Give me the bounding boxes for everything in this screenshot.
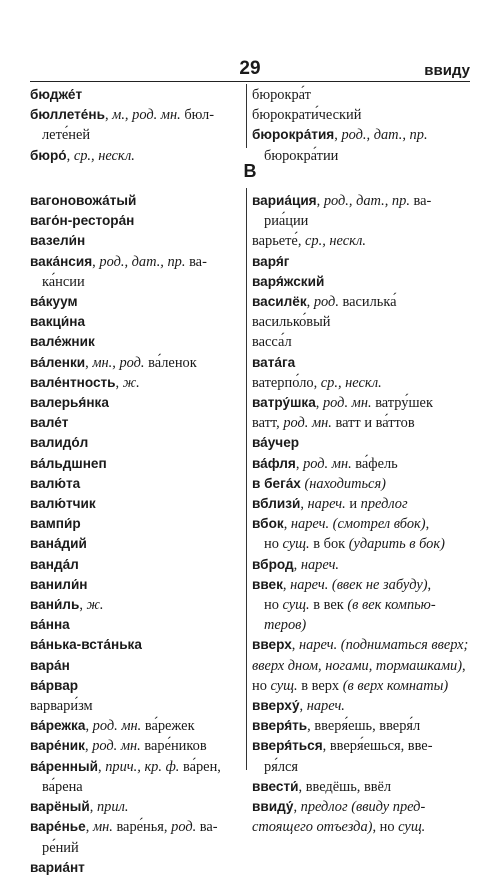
dictionary-entry: [30, 433, 237, 453]
entry-definition: ватт, род. мн. ватт и ва́ттов: [252, 415, 415, 432]
entry-definition: , род. мн. варе́ников: [84, 738, 207, 755]
dictionary-entry: [252, 474, 470, 494]
dictionary-entry: [252, 292, 470, 312]
entry-definition: ватерпо́ло, ср., нескл.: [252, 374, 382, 391]
entry-headword: ва́ленки: [30, 354, 86, 370]
entry-definition: , предлог (ввиду пред-стоящего отъезда), но сущ.: [252, 799, 426, 836]
dictionary-entry: [252, 433, 470, 453]
entry-definition: (находиться): [304, 475, 386, 492]
dictionary-entry: [30, 676, 237, 696]
dictionary-entry: [252, 696, 470, 716]
dictionary-entry: [252, 353, 470, 373]
dictionary-entry: [30, 656, 237, 676]
entry-definition: , введёшь, ввёл: [298, 778, 392, 795]
dictionary-entry: [30, 817, 237, 857]
top-right-entries: [252, 85, 470, 166]
entry-definition: , м., род. мн. бюл-: [104, 107, 215, 124]
entry-headword: варя́г: [252, 253, 290, 269]
entry-definition: , прич., кр. ф. ва́рен,: [98, 758, 221, 775]
entry-headword: вакци́на: [30, 314, 86, 330]
dictionary-entry: [30, 494, 237, 514]
dictionary-entry: [252, 454, 470, 474]
entry-headword: в бега́х: [252, 475, 301, 491]
entry-definition: , ср., нескл.: [66, 147, 135, 164]
dictionary-entry: [252, 575, 470, 636]
dictionary-entry: [252, 373, 470, 393]
entry-headword: вверя́ть: [252, 718, 308, 734]
dictionary-entry: [252, 797, 470, 837]
entry-headword: варе́ник: [30, 738, 85, 754]
dictionary-entry: [30, 413, 237, 433]
entry-definition: , род. мн. ва́режек: [85, 718, 195, 735]
dictionary-entry: [252, 191, 470, 231]
entry-definition: , ж.: [79, 597, 104, 614]
dictionary-entry: [30, 716, 237, 736]
entry-headword: вале́жник: [30, 334, 95, 350]
entry-headword: бюдже́т: [30, 87, 83, 102]
entry-definition: , нареч. (смотрел вбок),: [283, 516, 430, 533]
dictionary-entry: [30, 252, 237, 292]
entry-definition: , нареч.: [293, 556, 340, 573]
dictionary-entry: [252, 272, 470, 292]
entry-headword: варе́нье: [30, 819, 86, 835]
entry-continuation: бюрокра́тии: [264, 147, 339, 164]
entry-definition: васса́л: [252, 334, 292, 351]
dictionary-entry: [252, 125, 470, 165]
entry-continuation: ка́нсии: [42, 273, 85, 290]
dictionary-entry: [30, 575, 237, 595]
entry-definition: варьете́, ср., нескл.: [252, 233, 367, 250]
dictionary-entry: [252, 332, 470, 352]
dictionary-entry: [30, 696, 237, 716]
entry-headword: вверх: [252, 637, 292, 653]
dictionary-entry: [252, 716, 470, 736]
dictionary-entry: [30, 797, 237, 817]
entry-headword: вара́н: [30, 657, 70, 673]
entry-headword: бюрокра́тия: [252, 127, 335, 143]
entry-definition: , род., дат., пр. ва-: [316, 193, 432, 209]
dictionary-entry: [30, 231, 237, 251]
entry-definition: , вверя́ешь, вверя́л: [307, 718, 421, 735]
entry-continuation: ря́лся: [264, 758, 299, 775]
dictionary-entry: [30, 211, 237, 231]
entry-headword: вале́нтность: [30, 374, 116, 390]
main-column-divider: [246, 188, 247, 770]
entry-definition: , род., дат., пр.: [334, 127, 428, 144]
dictionary-entry: [252, 312, 470, 332]
entry-headword: вариа́нт: [30, 859, 85, 875]
entry-headword: ва́фля: [252, 455, 296, 471]
entry-headword: вброд: [252, 556, 294, 572]
entry-definition: , нареч. (ввек не забуду),: [282, 576, 432, 593]
dictionary-entry: [30, 332, 237, 352]
entry-headword: варёный: [30, 799, 90, 815]
entry-definition: , род. василька́: [306, 294, 397, 311]
left-column-entries: [30, 191, 237, 878]
entry-headword: вверя́ться: [252, 738, 323, 754]
dictionary-entry: [252, 494, 470, 514]
entry-headword: бюллете́нь: [30, 107, 105, 123]
entry-definition: , род. мн. ва́фель: [295, 455, 398, 472]
entry-headword: ва́нна: [30, 617, 70, 633]
entry-headword: ваго́н-рестора́н: [30, 213, 135, 229]
entry-headword: ва́рвар: [30, 677, 79, 693]
dictionary-entry: [30, 105, 237, 145]
right-column-entries: [252, 191, 470, 838]
dictionary-entry: [30, 85, 237, 105]
dictionary-entry: [30, 595, 237, 615]
dictionary-entry: [252, 413, 470, 433]
dictionary-entry: [30, 454, 237, 474]
entry-headword: ввек: [252, 576, 283, 592]
dictionary-entry: [30, 474, 237, 494]
dictionary-entry: [30, 555, 237, 575]
entry-headword: валерья́нка: [30, 395, 109, 411]
section-letter: В: [243, 161, 257, 181]
entry-headword: валю́тчик: [30, 496, 96, 512]
entry-headword: ва́учер: [252, 435, 300, 451]
running-head: ввиду: [424, 62, 470, 79]
dictionary-entry: [30, 615, 237, 635]
entry-definition: варвари́зм: [30, 698, 93, 715]
entry-definition: , ж.: [115, 374, 140, 391]
entry-definition: , род. мн. ватру́шек: [315, 395, 433, 412]
dictionary-entry: [30, 353, 237, 373]
dictionary-entry: [30, 534, 237, 554]
header-rule: [30, 81, 470, 82]
entry-definition: бюрокра́т: [252, 87, 311, 103]
dictionary-entry: [252, 252, 470, 272]
entry-headword: вагоновожа́тый: [30, 193, 137, 208]
entry-headword: вблизи́: [252, 496, 301, 512]
entry-headword: ва́нька-вста́нька: [30, 637, 142, 653]
entry-headword: ва́льдшнеп: [30, 455, 107, 471]
top-left-entries: [30, 85, 237, 166]
entry-definition: бюрократи́ческий: [252, 107, 362, 124]
entry-definition: , нареч. и предлог: [300, 496, 408, 513]
entry-headword: вампи́р: [30, 516, 81, 532]
entry-headword: бюро́: [30, 147, 67, 163]
entry-continuation: ва́рена: [42, 778, 83, 795]
entry-definition: , прил.: [89, 799, 129, 816]
page-number: 29: [239, 58, 261, 79]
dictionary-entry: [30, 373, 237, 393]
entry-headword: вазели́н: [30, 233, 86, 249]
entry-definition: , мн. варе́нья, род. ва-: [85, 819, 218, 836]
entry-continuation: риа́ции: [264, 213, 309, 230]
dictionary-entry: [252, 85, 470, 105]
entry-headword: ванда́л: [30, 556, 79, 572]
entry-headword: ва́куум: [30, 294, 78, 310]
entry-headword: ватру́шка: [252, 395, 316, 411]
entry-headword: ва́режка: [30, 718, 86, 734]
entry-headword: вариа́ция: [252, 193, 317, 208]
entry-headword: вака́нсия: [30, 253, 93, 269]
entry-definition: , вверя́ешься, вве-: [322, 738, 433, 755]
entry-headword: валидо́л: [30, 435, 89, 451]
entry-definition: , род., дат., пр. ва-: [92, 253, 207, 270]
entry-headword: валю́та: [30, 475, 81, 491]
dictionary-entry: [252, 736, 470, 776]
entry-continuation: ре́ний: [42, 839, 79, 856]
entry-headword: вверху́: [252, 698, 300, 714]
entry-headword: ввиду́: [252, 799, 294, 815]
dictionary-entry: [30, 635, 237, 655]
dictionary-entry: [252, 105, 470, 125]
dictionary-entry: [252, 514, 470, 554]
dictionary-entry: [30, 736, 237, 756]
entry-definition: , нареч.: [299, 698, 345, 715]
dictionary-entry: [252, 231, 470, 251]
entry-continuation: лете́ней: [42, 127, 91, 144]
dictionary-entry: [252, 635, 470, 696]
dictionary-entry: [30, 393, 237, 413]
entry-definition: василько́вый: [252, 314, 331, 331]
dictionary-entry: [30, 191, 237, 211]
entry-headword: ва́ренный: [30, 758, 98, 774]
top-column-divider: [246, 84, 247, 148]
entry-headword: варя́жский: [252, 273, 325, 289]
entry-headword: василёк: [252, 294, 307, 310]
entry-continuation: но сущ. в бок (ударить в бок): [264, 536, 445, 553]
dictionary-entry: [252, 777, 470, 797]
entry-headword: вана́дий: [30, 536, 87, 552]
entry-headword: вбок: [252, 516, 284, 532]
dictionary-entry: [30, 292, 237, 312]
entry-headword: ванили́н: [30, 576, 88, 592]
dictionary-entry: [252, 393, 470, 413]
entry-definition: , мн., род. ва́ленок: [85, 354, 197, 371]
dictionary-entry: [30, 858, 237, 878]
entry-headword: вале́т: [30, 415, 69, 431]
entry-headword: вани́ль: [30, 597, 80, 613]
entry-headword: ввести́: [252, 778, 299, 794]
entry-continuation: но сущ. в век (в век компью-теров): [264, 597, 436, 634]
dictionary-entry: [30, 514, 237, 534]
dictionary-entry: [30, 312, 237, 332]
entry-definition: , нареч. (подниматься вверх; вверх дном, ногами, тормашками), но сущ. в верх (в верх комнаты): [252, 637, 469, 694]
entry-headword: вата́га: [252, 354, 296, 370]
dictionary-entry: [252, 555, 470, 575]
